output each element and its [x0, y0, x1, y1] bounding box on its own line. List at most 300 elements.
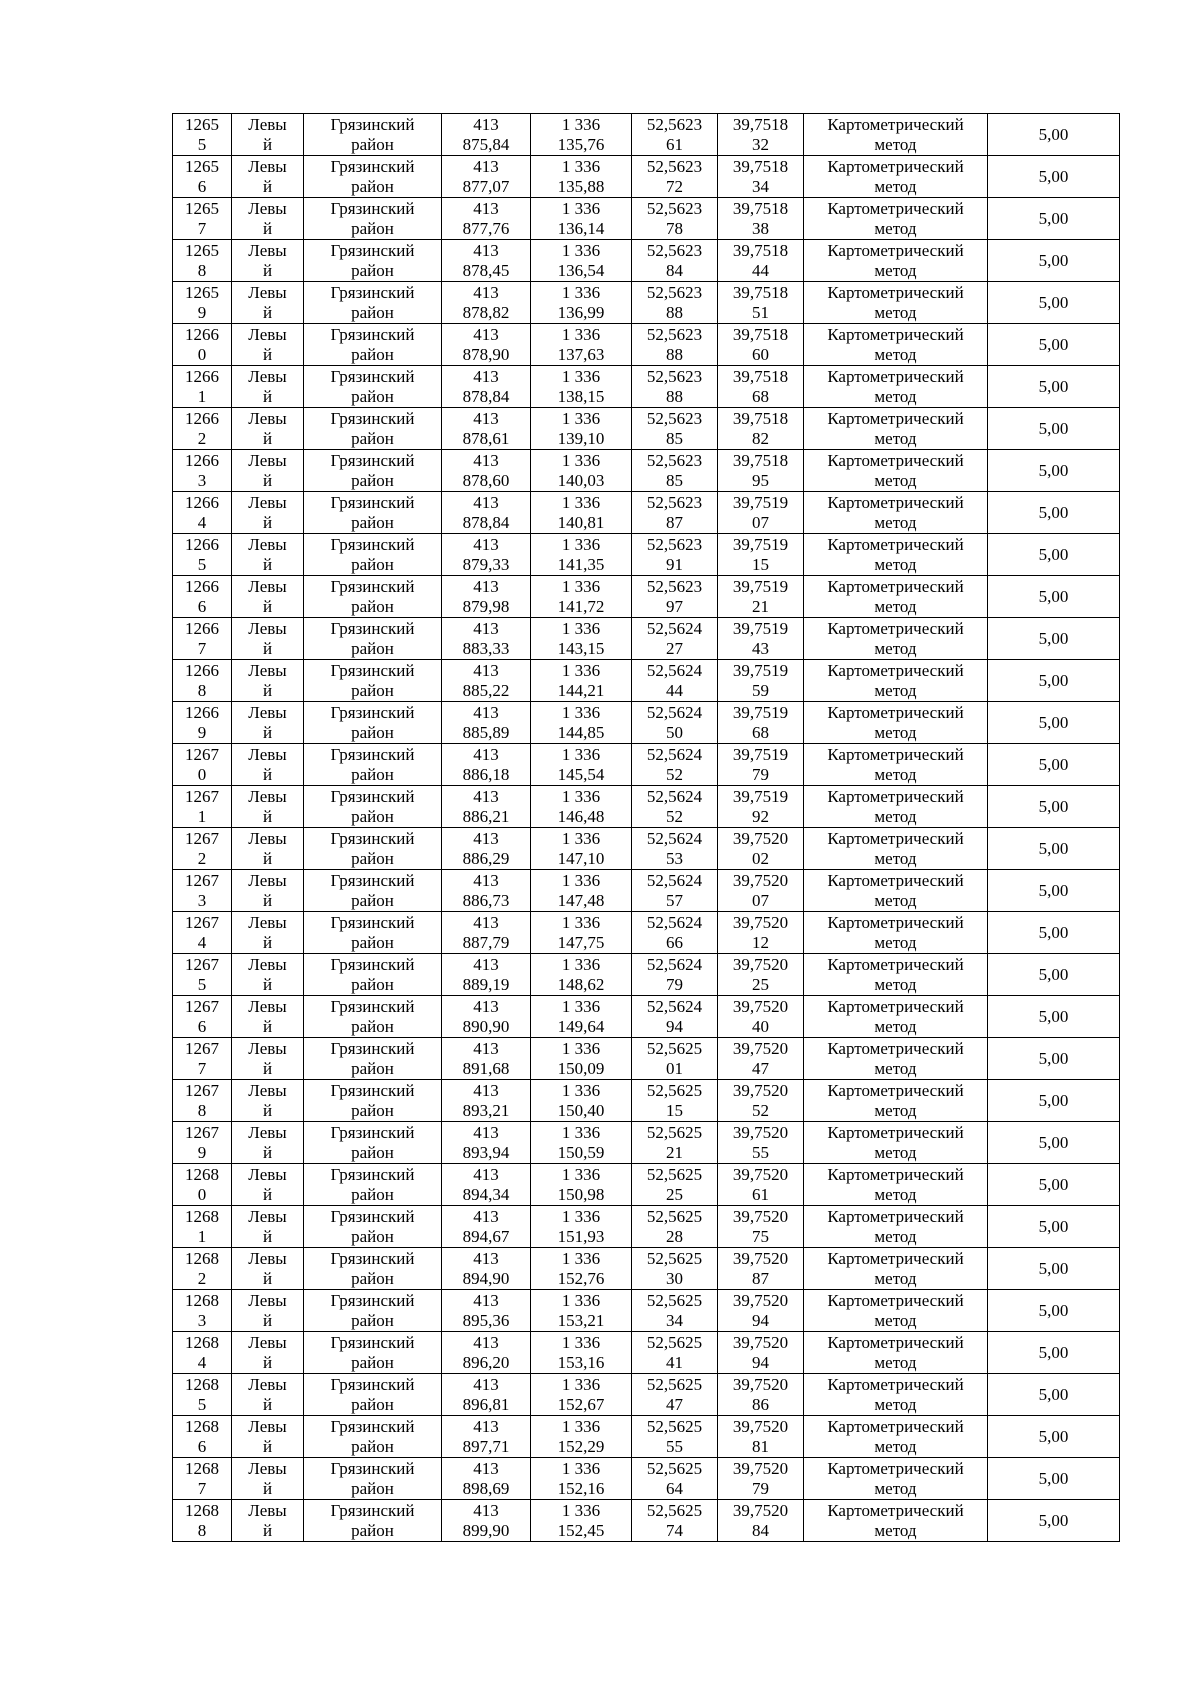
accuracy-cell: [988, 1038, 1120, 1080]
point-number-cell-line: 1266: [185, 450, 219, 470]
point-number-cell: [173, 408, 232, 450]
latitude-cell-line: 21: [666, 1142, 683, 1162]
method-cell: [804, 576, 988, 618]
point-number-cell: [173, 786, 232, 828]
x-coordinate-cell-line: 413: [473, 828, 499, 848]
district-cell: [304, 786, 442, 828]
longitude-cell: [718, 1416, 804, 1458]
y-coordinate-cell-line: 1 336: [561, 996, 601, 1016]
x-coordinate-cell-line: 413: [473, 324, 499, 344]
y-coordinate-cell: [531, 1374, 632, 1416]
district-cell-line: район: [351, 1478, 394, 1498]
accuracy-cell-value: 5,00: [1038, 1384, 1069, 1404]
latitude-cell-line: 44: [666, 680, 683, 700]
district-cell-line: Грязинский: [330, 1500, 415, 1520]
district-cell-line: Грязинский: [330, 954, 415, 974]
method-cell: [804, 1290, 988, 1332]
latitude-cell-line: 52,5625: [646, 1122, 703, 1142]
accuracy-cell: [988, 324, 1120, 366]
x-coordinate-cell-line: 878,45: [462, 260, 510, 280]
district-cell-line: район: [351, 848, 394, 868]
bank-side-cell-line: Левы: [248, 1164, 287, 1184]
method-cell-line: метод: [874, 512, 917, 532]
longitude-cell: [718, 1374, 804, 1416]
longitude-cell-line: 39,7520: [732, 1290, 789, 1310]
bank-side-cell-line: й: [262, 260, 273, 280]
district-cell-line: Грязинский: [330, 450, 415, 470]
district-cell-line: район: [351, 638, 394, 658]
latitude-cell: [632, 1500, 718, 1542]
method-cell-line: Картометрический: [827, 744, 964, 764]
point-number-cell-line: 1267: [185, 744, 219, 764]
method-cell: [804, 660, 988, 702]
bank-side-cell: [232, 156, 304, 198]
point-number-cell-line: 1265: [185, 156, 219, 176]
bank-side-cell-line: Левы: [248, 702, 287, 722]
method-cell: [804, 408, 988, 450]
method-cell: [804, 1458, 988, 1500]
table-row: [173, 534, 1120, 576]
point-number-cell: [173, 114, 232, 156]
longitude-cell: [718, 114, 804, 156]
district-cell: [304, 1164, 442, 1206]
x-coordinate-cell: [442, 1374, 531, 1416]
point-number-cell-line: 1265: [185, 240, 219, 260]
latitude-cell: [632, 954, 718, 996]
point-number-cell-line: 9: [197, 1142, 207, 1162]
x-coordinate-cell-line: 413: [473, 1458, 499, 1478]
table-row: [173, 408, 1120, 450]
longitude-cell-line: 39,7518: [732, 240, 789, 260]
longitude-cell-line: 39,7519: [732, 492, 789, 512]
x-coordinate-cell: [442, 618, 531, 660]
latitude-cell-line: 50: [666, 722, 683, 742]
district-cell: [304, 282, 442, 324]
y-coordinate-cell-line: 144,85: [557, 722, 605, 742]
bank-side-cell: [232, 366, 304, 408]
x-coordinate-cell-line: 413: [473, 1206, 499, 1226]
method-cell-line: метод: [874, 848, 917, 868]
x-coordinate-cell-line: 886,73: [462, 890, 510, 910]
latitude-cell-line: 52,5625: [646, 1332, 703, 1352]
bank-side-cell-line: Левы: [248, 660, 287, 680]
longitude-cell: [718, 1206, 804, 1248]
accuracy-cell-value: 5,00: [1038, 1174, 1069, 1194]
longitude-cell-line: 39,7520: [732, 870, 789, 890]
district-cell-line: Грязинский: [330, 1038, 415, 1058]
point-number-cell: [173, 1332, 232, 1374]
x-coordinate-cell: [442, 492, 531, 534]
method-cell: [804, 954, 988, 996]
table-row: [173, 786, 1120, 828]
y-coordinate-cell-line: 1 336: [561, 1290, 601, 1310]
district-cell: [304, 1332, 442, 1374]
latitude-cell: [632, 870, 718, 912]
y-coordinate-cell-line: 136,99: [557, 302, 605, 322]
district-cell: [304, 240, 442, 282]
latitude-cell-line: 52,5624: [646, 702, 703, 722]
accuracy-cell: [988, 1374, 1120, 1416]
latitude-cell-line: 94: [666, 1016, 683, 1036]
method-cell-line: Картометрический: [827, 870, 964, 890]
method-cell: [804, 870, 988, 912]
bank-side-cell-line: й: [262, 848, 273, 868]
y-coordinate-cell-line: 1 336: [561, 282, 601, 302]
point-number-cell-line: 3: [197, 890, 207, 910]
longitude-cell-line: 39,7520: [732, 1416, 789, 1436]
latitude-cell: [632, 450, 718, 492]
x-coordinate-cell: [442, 702, 531, 744]
accuracy-cell-value: 5,00: [1038, 1048, 1069, 1068]
method-cell-line: метод: [874, 344, 917, 364]
point-number-cell: [173, 1248, 232, 1290]
x-coordinate-cell-line: 878,90: [462, 344, 510, 364]
district-cell: [304, 1458, 442, 1500]
latitude-cell: [632, 660, 718, 702]
y-coordinate-cell-line: 1 336: [561, 1122, 601, 1142]
table-row: [173, 198, 1120, 240]
table-row: [173, 702, 1120, 744]
table-row: [173, 492, 1120, 534]
latitude-cell-line: 84: [666, 260, 683, 280]
district-cell: [304, 198, 442, 240]
method-cell-line: Картометрический: [827, 1500, 964, 1520]
district-cell-line: Грязинский: [330, 1164, 415, 1184]
latitude-cell-line: 52,5624: [646, 618, 703, 638]
latitude-cell-line: 52,5623: [646, 282, 703, 302]
y-coordinate-cell: [531, 1416, 632, 1458]
point-number-cell-line: 0: [197, 764, 207, 784]
point-number-cell: [173, 576, 232, 618]
bank-side-cell: [232, 114, 304, 156]
latitude-cell-line: 52,5625: [646, 1458, 703, 1478]
accuracy-cell: [988, 576, 1120, 618]
method-cell-line: Картометрический: [827, 996, 964, 1016]
longitude-cell-line: 39,7520: [732, 1500, 789, 1520]
point-number-cell: [173, 828, 232, 870]
accuracy-cell: [988, 1500, 1120, 1542]
method-cell-line: метод: [874, 218, 917, 238]
district-cell-line: район: [351, 806, 394, 826]
point-number-cell-line: 5: [197, 974, 207, 994]
latitude-cell: [632, 1416, 718, 1458]
method-cell: [804, 366, 988, 408]
method-cell-line: метод: [874, 1142, 917, 1162]
point-number-cell: [173, 1080, 232, 1122]
x-coordinate-cell-line: 413: [473, 702, 499, 722]
point-number-cell-line: 5: [197, 554, 207, 574]
longitude-cell-line: 39,7518: [732, 450, 789, 470]
x-coordinate-cell: [442, 1458, 531, 1500]
y-coordinate-cell-line: 136,14: [557, 218, 605, 238]
longitude-cell: [718, 1038, 804, 1080]
bank-side-cell-line: й: [262, 1016, 273, 1036]
accuracy-cell: [988, 1248, 1120, 1290]
bank-side-cell-line: Левы: [248, 1500, 287, 1520]
method-cell-line: метод: [874, 1268, 917, 1288]
table-row: [173, 870, 1120, 912]
method-cell: [804, 1332, 988, 1374]
y-coordinate-cell-line: 1 336: [561, 1416, 601, 1436]
bank-side-cell: [232, 1122, 304, 1164]
table-row: [173, 618, 1120, 660]
x-coordinate-cell-line: 413: [473, 1332, 499, 1352]
accuracy-cell-value: 5,00: [1038, 838, 1069, 858]
point-number-cell-line: 1: [197, 1226, 207, 1246]
point-number-cell-line: 4: [197, 932, 207, 952]
bank-side-cell-line: Левы: [248, 576, 287, 596]
bank-side-cell-line: й: [262, 134, 273, 154]
latitude-cell-line: 52,5624: [646, 954, 703, 974]
method-cell-line: метод: [874, 806, 917, 826]
bank-side-cell-line: Левы: [248, 324, 287, 344]
latitude-cell-line: 28: [666, 1226, 683, 1246]
point-number-cell-line: 1267: [185, 1038, 219, 1058]
district-cell-line: Грязинский: [330, 1206, 415, 1226]
y-coordinate-cell: [531, 702, 632, 744]
table-row: [173, 996, 1120, 1038]
point-number-cell: [173, 1458, 232, 1500]
district-cell-line: Грязинский: [330, 408, 415, 428]
district-cell: [304, 156, 442, 198]
x-coordinate-cell: [442, 1248, 531, 1290]
bank-side-cell-line: й: [262, 1100, 273, 1120]
method-cell-line: Картометрический: [827, 408, 964, 428]
latitude-cell-line: 97: [666, 596, 683, 616]
district-cell-line: район: [351, 512, 394, 532]
y-coordinate-cell: [531, 1164, 632, 1206]
latitude-cell: [632, 492, 718, 534]
method-cell-line: метод: [874, 1436, 917, 1456]
x-coordinate-cell-line: 413: [473, 786, 499, 806]
latitude-cell: [632, 996, 718, 1038]
district-cell: [304, 912, 442, 954]
bank-side-cell-line: й: [262, 806, 273, 826]
bank-side-cell-line: й: [262, 596, 273, 616]
bank-side-cell: [232, 576, 304, 618]
table-row: [173, 1332, 1120, 1374]
x-coordinate-cell-line: 893,94: [462, 1142, 510, 1162]
method-cell: [804, 1038, 988, 1080]
district-cell-line: район: [351, 176, 394, 196]
y-coordinate-cell: [531, 1080, 632, 1122]
district-cell-line: Грязинский: [330, 492, 415, 512]
method-cell-line: метод: [874, 722, 917, 742]
y-coordinate-cell-line: 1 336: [561, 870, 601, 890]
latitude-cell-line: 52,5625: [646, 1374, 703, 1394]
longitude-cell-line: 39,7520: [732, 996, 789, 1016]
bank-side-cell: [232, 828, 304, 870]
latitude-cell: [632, 114, 718, 156]
bank-side-cell: [232, 1500, 304, 1542]
y-coordinate-cell: [531, 828, 632, 870]
bank-side-cell-line: Левы: [248, 282, 287, 302]
bank-side-cell-line: й: [262, 1520, 273, 1540]
method-cell-line: метод: [874, 1226, 917, 1246]
longitude-cell: [718, 1500, 804, 1542]
table-row: [173, 1206, 1120, 1248]
latitude-cell-line: 52,5624: [646, 912, 703, 932]
method-cell-line: Картометрический: [827, 1374, 964, 1394]
x-coordinate-cell: [442, 1164, 531, 1206]
point-number-cell-line: 7: [197, 1478, 207, 1498]
x-coordinate-cell-line: 877,76: [462, 218, 510, 238]
longitude-cell-line: 59: [752, 680, 769, 700]
table-row: [173, 156, 1120, 198]
point-number-cell-line: 3: [197, 470, 207, 490]
district-cell-line: район: [351, 890, 394, 910]
y-coordinate-cell-line: 1 336: [561, 534, 601, 554]
y-coordinate-cell-line: 152,45: [557, 1520, 605, 1540]
coordinates-table: [172, 113, 1120, 1542]
point-number-cell-line: 1268: [185, 1332, 219, 1352]
longitude-cell-line: 61: [752, 1184, 769, 1204]
y-coordinate-cell-line: 1 336: [561, 1500, 601, 1520]
method-cell-line: метод: [874, 680, 917, 700]
latitude-cell-line: 52,5623: [646, 240, 703, 260]
y-coordinate-cell-line: 137,63: [557, 344, 605, 364]
bank-side-cell-line: й: [262, 344, 273, 364]
accuracy-cell-value: 5,00: [1038, 754, 1069, 774]
x-coordinate-cell: [442, 912, 531, 954]
point-number-cell: [173, 660, 232, 702]
district-cell-line: район: [351, 1352, 394, 1372]
district-cell-line: район: [351, 1016, 394, 1036]
district-cell: [304, 702, 442, 744]
district-cell: [304, 1206, 442, 1248]
latitude-cell: [632, 744, 718, 786]
district-cell-line: Грязинский: [330, 1458, 415, 1478]
longitude-cell-line: 39,7518: [732, 408, 789, 428]
point-number-cell: [173, 156, 232, 198]
table-row: [173, 1122, 1120, 1164]
method-cell-line: Картометрический: [827, 114, 964, 134]
method-cell-line: метод: [874, 470, 917, 490]
point-number-cell-line: 1268: [185, 1248, 219, 1268]
latitude-cell-line: 72: [666, 176, 683, 196]
method-cell: [804, 618, 988, 660]
latitude-cell: [632, 912, 718, 954]
bank-side-cell: [232, 1416, 304, 1458]
table-row: [173, 450, 1120, 492]
point-number-cell: [173, 1206, 232, 1248]
district-cell-line: район: [351, 134, 394, 154]
y-coordinate-cell-line: 1 336: [561, 1080, 601, 1100]
district-cell-line: Грязинский: [330, 366, 415, 386]
latitude-cell-line: 61: [666, 134, 683, 154]
bank-side-cell-line: Левы: [248, 786, 287, 806]
longitude-cell-line: 25: [752, 974, 769, 994]
method-cell-line: Картометрический: [827, 1416, 964, 1436]
method-cell-line: Картометрический: [827, 324, 964, 344]
longitude-cell: [718, 240, 804, 282]
x-coordinate-cell-line: 413: [473, 114, 499, 134]
bank-side-cell: [232, 618, 304, 660]
y-coordinate-cell-line: 1 336: [561, 702, 601, 722]
latitude-cell-line: 52,5623: [646, 450, 703, 470]
bank-side-cell-line: Левы: [248, 996, 287, 1016]
longitude-cell-line: 43: [752, 638, 769, 658]
district-cell-line: Грязинский: [330, 198, 415, 218]
longitude-cell-line: 40: [752, 1016, 769, 1036]
method-cell-line: Картометрический: [827, 534, 964, 554]
bank-side-cell-line: й: [262, 1058, 273, 1078]
latitude-cell: [632, 618, 718, 660]
x-coordinate-cell: [442, 828, 531, 870]
latitude-cell-line: 52,5623: [646, 114, 703, 134]
longitude-cell-line: 34: [752, 176, 769, 196]
longitude-cell-line: 39,7519: [732, 576, 789, 596]
accuracy-cell: [988, 240, 1120, 282]
accuracy-cell-value: 5,00: [1038, 292, 1069, 312]
accuracy-cell: [988, 534, 1120, 576]
method-cell: [804, 828, 988, 870]
method-cell-line: Картометрический: [827, 1080, 964, 1100]
bank-side-cell-line: Левы: [248, 114, 287, 134]
x-coordinate-cell-line: 413: [473, 660, 499, 680]
y-coordinate-cell-line: 146,48: [557, 806, 605, 826]
latitude-cell-line: 52,5623: [646, 156, 703, 176]
accuracy-cell-value: 5,00: [1038, 502, 1069, 522]
method-cell-line: Картометрический: [827, 1458, 964, 1478]
table-row: [173, 114, 1120, 156]
district-cell-line: Грязинский: [330, 912, 415, 932]
accuracy-cell-value: 5,00: [1038, 796, 1069, 816]
latitude-cell-line: 52,5623: [646, 534, 703, 554]
longitude-cell: [718, 1332, 804, 1374]
bank-side-cell: [232, 1206, 304, 1248]
y-coordinate-cell-line: 1 336: [561, 114, 601, 134]
bank-side-cell-line: Левы: [248, 870, 287, 890]
y-coordinate-cell-line: 152,67: [557, 1394, 605, 1414]
y-coordinate-cell: [531, 996, 632, 1038]
longitude-cell-line: 39,7520: [732, 1248, 789, 1268]
longitude-cell-line: 79: [752, 1478, 769, 1498]
point-number-cell-line: 1266: [185, 492, 219, 512]
method-cell: [804, 324, 988, 366]
y-coordinate-cell: [531, 786, 632, 828]
district-cell: [304, 996, 442, 1038]
longitude-cell-line: 39,7519: [732, 702, 789, 722]
y-coordinate-cell-line: 150,40: [557, 1100, 605, 1120]
y-coordinate-cell-line: 149,64: [557, 1016, 605, 1036]
district-cell-line: район: [351, 974, 394, 994]
point-number-cell-line: 6: [197, 596, 207, 616]
point-number-cell-line: 1267: [185, 954, 219, 974]
point-number-cell: [173, 954, 232, 996]
district-cell-line: Грязинский: [330, 1332, 415, 1352]
y-coordinate-cell-line: 1 336: [561, 576, 601, 596]
accuracy-cell: [988, 870, 1120, 912]
method-cell-line: метод: [874, 1478, 917, 1498]
longitude-cell-line: 51: [752, 302, 769, 322]
y-coordinate-cell-line: 147,48: [557, 890, 605, 910]
x-coordinate-cell-line: 413: [473, 996, 499, 1016]
longitude-cell-line: 39,7518: [732, 366, 789, 386]
longitude-cell-line: 07: [752, 890, 769, 910]
y-coordinate-cell: [531, 1500, 632, 1542]
y-coordinate-cell-line: 1 336: [561, 324, 601, 344]
x-coordinate-cell-line: 886,29: [462, 848, 510, 868]
latitude-cell-line: 34: [666, 1310, 683, 1330]
district-cell-line: Грязинский: [330, 660, 415, 680]
bank-side-cell-line: й: [262, 722, 273, 742]
method-cell-line: Картометрический: [827, 1164, 964, 1184]
district-cell-line: район: [351, 764, 394, 784]
point-number-cell-line: 1268: [185, 1206, 219, 1226]
bank-side-cell-line: й: [262, 218, 273, 238]
longitude-cell-line: 52: [752, 1100, 769, 1120]
